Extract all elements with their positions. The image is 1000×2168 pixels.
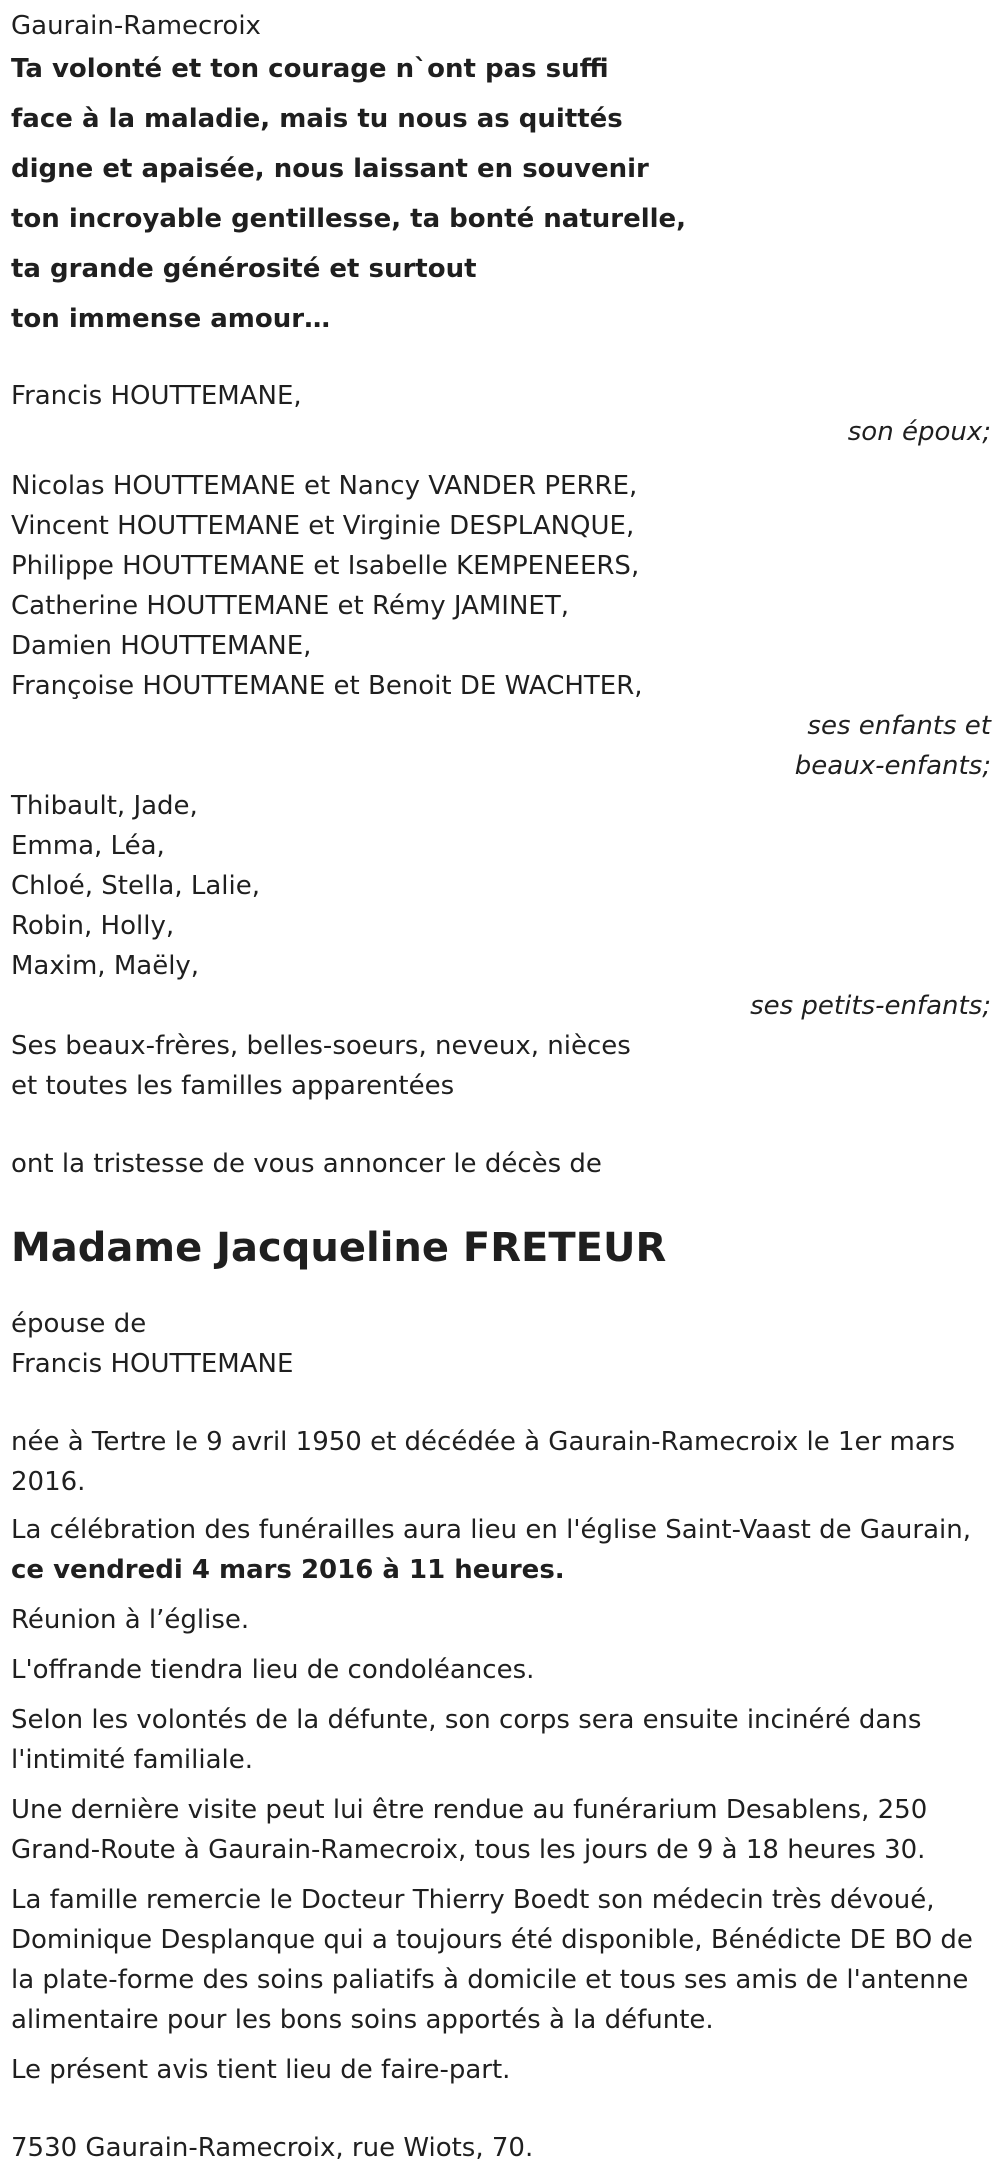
family-line: Ses beaux-frères, belles-soeurs, neveux, nièces	[11, 1031, 631, 1061]
child-name: Nicolas HOUTTEMANE et Nancy VANDER PERRE,	[11, 471, 638, 501]
child-name: Françoise HOUTTEMANE et Benoit DE WACHTER,	[11, 671, 643, 701]
grandchildren-role: ses petits-enfants;	[750, 991, 991, 1021]
visit-text: Une dernière visite peut lui être rendue au funérarium Desablens, 250 Grand-Route à Gaurain-Ramecroix, tous les jours de 9 à 18 heures 30.	[11, 1795, 928, 1865]
family-line: et toutes les familles apparentées	[11, 1071, 455, 1101]
funeral-intro: La célébration des funérailles aura lieu en l'église Saint-Vaast de Gaurain,	[11, 1515, 971, 1545]
poem-line: face à la maladie, mais tu nous as quittés	[11, 104, 623, 134]
thanks-text: La famille remercie le Docteur Thierry Boedt son médecin très dévoué, Dominique Desplanque qui a toujours été disponible, Bénédicte DE BO de la plate-forme des soins paliatifs à domicile et tous ses amis de l'antenne alimentaire pour les bons soins apportés à la défunte.	[11, 1885, 973, 2035]
poem-line: Ta volonté et ton courage n`ont pas suffi	[11, 54, 609, 84]
grandchildren-block	[11, 786, 996, 1026]
offering-text: L'offrande tiendra lieu de condoléances.	[11, 1655, 535, 1685]
children-role-line2: beaux-enfants;	[794, 751, 991, 781]
family-block	[11, 1026, 996, 1106]
grandchild-names: Robin, Holly,	[11, 911, 175, 941]
spouse-name: Francis HOUTTEMANE,	[11, 381, 302, 411]
address-text: 7530 Gaurain-Ramecroix, rue Wiots, 70.	[11, 2133, 534, 2163]
poem-block	[11, 44, 996, 344]
deceased-spouse-line1: épouse de	[11, 1309, 147, 1339]
child-name: Catherine HOUTTEMANE et Rémy JAMINET,	[11, 591, 569, 621]
children-role-line1: ses enfants et	[807, 711, 991, 741]
announcement-text: ont la tristesse de vous annoncer le décès de	[11, 1149, 602, 1179]
deceased-spouse-block	[11, 1304, 996, 1384]
obituary-notice	[11, 8, 996, 2168]
notice-text: Le présent avis tient lieu de faire-part.	[11, 2055, 511, 2085]
grandchild-names: Maxim, Maëly,	[11, 951, 200, 981]
location-header: Gaurain-Ramecroix	[11, 11, 261, 41]
poem-line: digne et apaisée, nous laissant en souvenir	[11, 154, 649, 184]
deceased-spouse-line2: Francis HOUTTEMANE	[11, 1349, 294, 1379]
birth-death-text: née à Tertre le 9 avril 1950 et décédée à Gaurain-Ramecroix le 1er mars 2016.	[11, 1427, 955, 1497]
spouse-role: son époux;	[847, 417, 991, 447]
poem-line: ta grande générosité et surtout	[11, 254, 477, 284]
deceased-name: Madame Jacqueline FRETEUR	[11, 1225, 667, 1271]
meeting-text: Réunion à l’église.	[11, 1605, 250, 1635]
child-name: Vincent HOUTTEMANE et Virginie DESPLANQUE,	[11, 511, 635, 541]
cremation-text: Selon les volontés de la défunte, son corps sera ensuite incinéré dans l'intimité familiale.	[11, 1705, 922, 1775]
funeral-date: ce vendredi 4 mars 2016 à 11 heures.	[11, 1555, 565, 1585]
grandchild-names: Emma, Léa,	[11, 831, 165, 861]
child-name: Damien HOUTTEMANE,	[11, 631, 312, 661]
grandchild-names: Chloé, Stella, Lalie,	[11, 871, 261, 901]
poem-line: ton immense amour…	[11, 304, 331, 334]
grandchild-names: Thibault, Jade,	[11, 791, 198, 821]
children-block	[11, 466, 996, 786]
spouse-block	[11, 376, 996, 452]
funeral-block	[11, 1510, 996, 1590]
poem-line: ton incroyable gentillesse, ta bonté naturelle,	[11, 204, 687, 234]
child-name: Philippe HOUTTEMANE et Isabelle KEMPENEERS,	[11, 551, 640, 581]
